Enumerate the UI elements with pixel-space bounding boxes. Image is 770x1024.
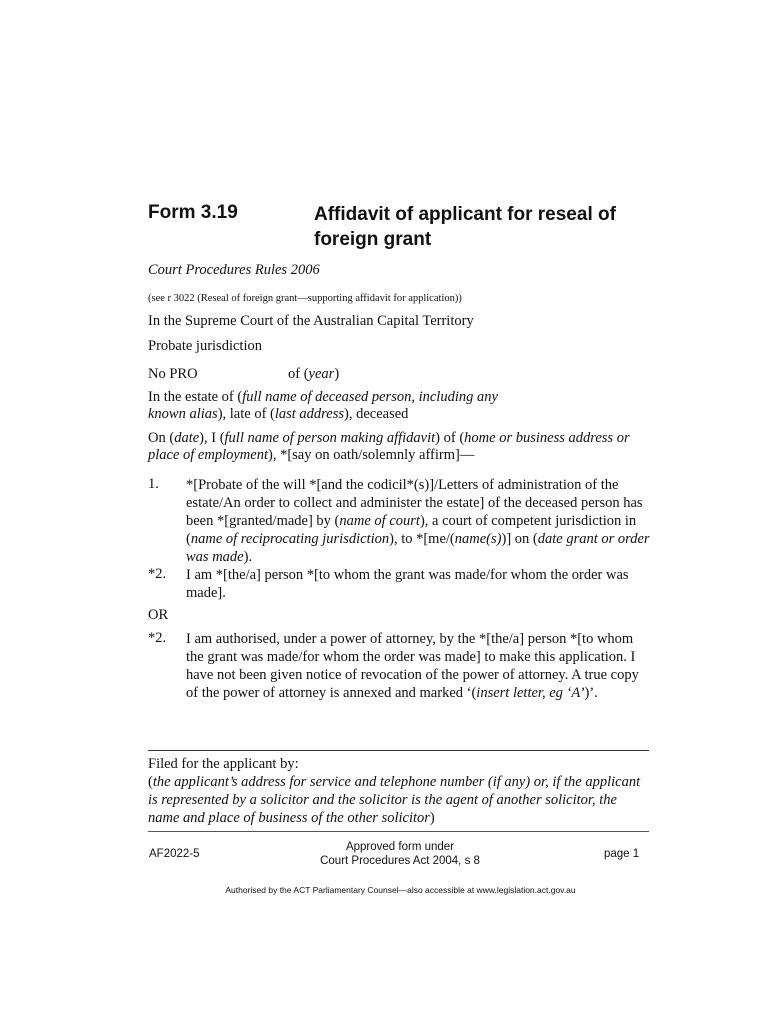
paragraph-2-attorney: I am authorised, under a power of attorney, by the *[the/a] person *[to whom the grant was made/for whom the order was made] to make this application. I have not been given notice of revocation of the power of attorney. A true copy of the power of attorney is annexed and marked ‘(insert letter, eg ‘A’)’. bbox=[186, 631, 639, 701]
paragraph-1: *[Probate of the will *[and the codicil*(s)]/Letters of administration of the estate/An order to collect and administer the estate] of the deceased person has been *[granted/made] by (name of court), a court of competent jurisdiction in (name of reciprocating jurisdiction), to *[me/(name(s))] on (date grant or order was made). bbox=[186, 477, 650, 565]
authorisation-note: Authorised by the ACT Parliamentary Counsel—also accessible at www.legislation.act.gov.au bbox=[225, 885, 576, 895]
court-name: In the Supreme Court of the Australian Capital Territory bbox=[148, 313, 474, 329]
proceeding-year: of (year) bbox=[288, 366, 340, 382]
para-number: *2. bbox=[148, 566, 167, 582]
form-title: Affidavit of applicant for reseal of foreign grant bbox=[314, 204, 616, 250]
jurisdiction: Probate jurisdiction bbox=[148, 338, 262, 354]
rules-name: Court Procedures Rules 2006 bbox=[148, 262, 320, 278]
divider bbox=[148, 750, 649, 751]
paragraph-2-person: I am *[the/a] person *[to whom the grant was made/for whom the order was made]. bbox=[186, 567, 629, 601]
filed-heading: Filed for the applicant by: bbox=[148, 756, 299, 772]
proceeding-number: No PRO bbox=[148, 366, 198, 382]
para-number: 1. bbox=[148, 476, 159, 492]
rule-reference: (see r 3022 (Reseal of foreign grant—supporting affidavit for application)) bbox=[148, 293, 462, 304]
form-code: AF2022-5 bbox=[149, 848, 200, 860]
estate-line: In the estate of (full name of deceased person, including any known alias), late of (last address), deceased bbox=[148, 389, 498, 422]
approved-form-note: Approved form under Court Procedures Act 2004, s 8 bbox=[320, 841, 480, 867]
page-number: page 1 bbox=[604, 848, 640, 860]
divider bbox=[148, 831, 649, 832]
deponent-line: On (date), I (full name of person making affidavit) of (home or business address or place of employment), *[say on oath/solemnly affirm]— bbox=[148, 430, 630, 463]
para-number: *2. bbox=[148, 630, 167, 646]
form-number: Form 3.19 bbox=[148, 202, 238, 223]
filed-note: (the applicant’s address for service and telephone number (if any) or, if the applicant is represented by a solicitor and the solicitor is the agent of another solicitor, the name and place of business of the other solicitor) bbox=[148, 774, 641, 826]
or-separator: OR bbox=[148, 607, 169, 623]
